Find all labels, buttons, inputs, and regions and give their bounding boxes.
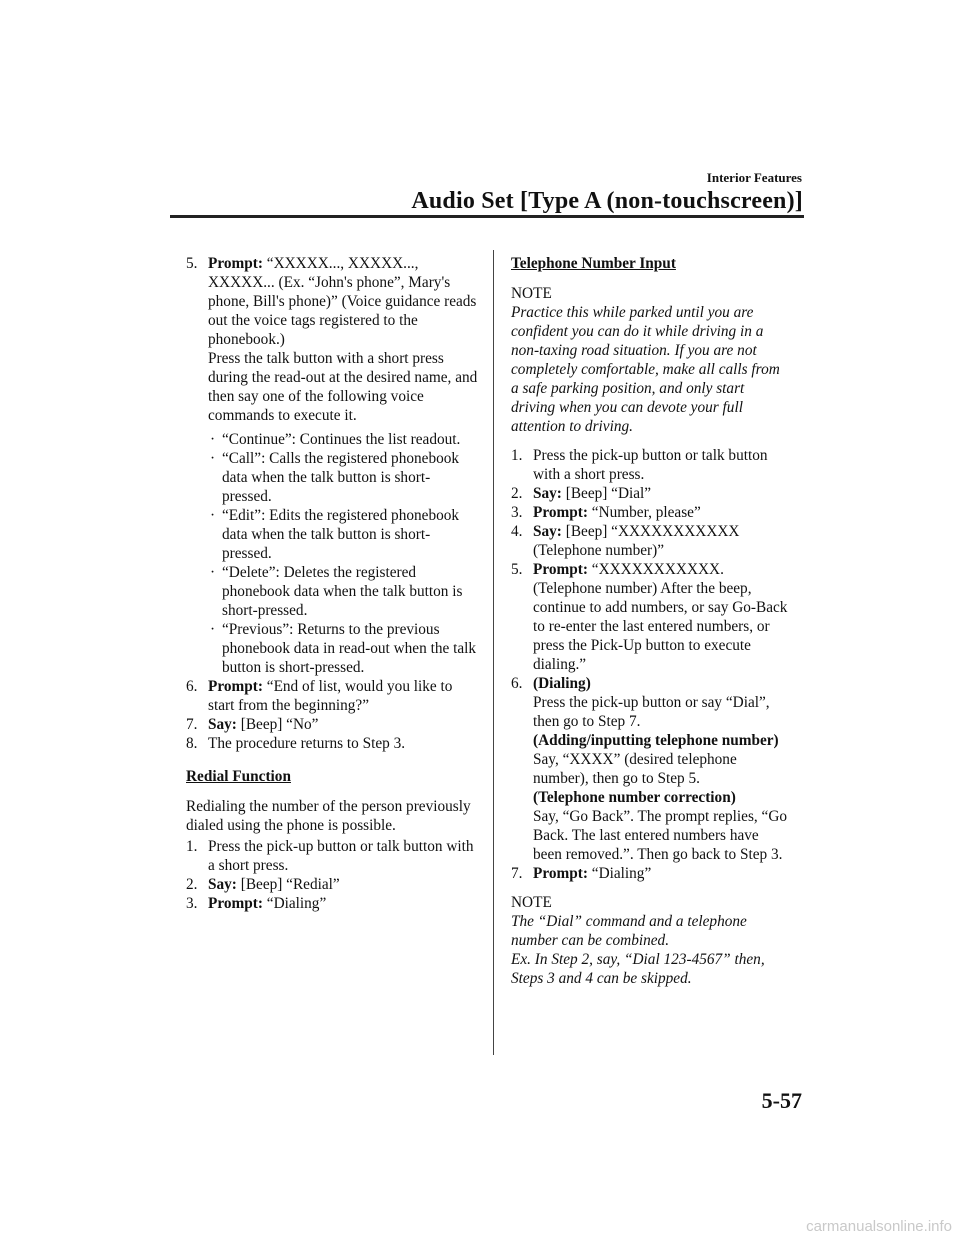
step-8 [186, 734, 478, 753]
step-number: 5. [186, 255, 198, 272]
step-label: (Adding/inputting telephone number) [533, 732, 779, 749]
note-label: NOTE [511, 285, 552, 302]
step-text: The procedure returns to Step 3. [208, 735, 406, 752]
step-7 [511, 864, 791, 883]
list-item [210, 430, 478, 449]
step-7 [186, 715, 478, 734]
step-number: 6. [511, 675, 523, 692]
step-4 [511, 522, 791, 560]
step-body [208, 254, 478, 425]
right-column [511, 254, 791, 988]
step-text: Press the pick-up button or say “Dial”, then go to Step 7. [533, 694, 770, 730]
step-label: Say: [208, 716, 237, 733]
redial-intro: Redialing the number of the person previously dialed using the phone is possible. [186, 798, 471, 834]
list-item [210, 506, 478, 563]
step-6 [511, 674, 791, 864]
list-item-text: “Call”: Calls the registered phonebook data when the talk button is short-pressed. [222, 450, 460, 505]
step-body [208, 894, 478, 913]
step-2 [511, 484, 791, 503]
step-body [208, 715, 478, 734]
step-number: 6. [186, 678, 198, 695]
step-text: Say, “XXXX” (desired telephone number), then go to Step 5. [533, 751, 737, 787]
step-label: Say: [533, 523, 562, 540]
step-number: 7. [186, 716, 198, 733]
bullet-marker: · [210, 564, 216, 581]
step-text: “XXXXX..., XXXXX..., XXXXX... (Ex. “John's phone”, Mary's phone, Bill's phone)” (Voice guidance reads out the voice tags registered to the phonebook.) [208, 255, 477, 348]
step-text: “Dialing” [262, 895, 327, 912]
step-label: (Dialing) [533, 675, 591, 692]
step-text: [Beep] “Redial” [236, 876, 340, 893]
list-item [210, 449, 478, 506]
left-column [186, 254, 478, 913]
step-number: 4. [511, 523, 523, 540]
step-body [533, 484, 791, 503]
step-number: 1. [511, 447, 523, 464]
step-label: Prompt: [208, 678, 263, 695]
redial-step-2 [186, 875, 478, 894]
step-5 [511, 560, 791, 674]
step-text: “Dialing” [587, 865, 652, 882]
step-number: 2. [186, 876, 198, 893]
step-body [533, 522, 791, 560]
step-text: Say, “Go Back”. The prompt replies, “Go Back. The last entered numbers have been removed.”. Then go back to Step 3. [533, 808, 788, 863]
step-3 [511, 503, 791, 522]
list-item-text: “Edit”: Edits the registered phonebook data when the talk button is short-pressed. [222, 507, 460, 562]
step-number: 1. [186, 838, 198, 855]
column-divider [493, 250, 494, 1055]
step-5 [186, 254, 478, 425]
redial-step-1 [186, 837, 478, 875]
list-item-text: “Continue”: Continues the list readout. [222, 431, 461, 448]
redial-step-3 [186, 894, 478, 913]
step-label: (Telephone number correction) [533, 789, 736, 806]
section-heading-redial: Redial Function [186, 768, 291, 785]
list-item [210, 563, 478, 620]
step-label: Prompt: [533, 865, 588, 882]
section-heading-telephone-number-input: Telephone Number Input [511, 255, 676, 272]
step-label: Prompt: [208, 255, 263, 272]
voice-command-list [210, 430, 478, 677]
step-label: Prompt: [533, 561, 588, 578]
step-number: 5. [511, 561, 523, 578]
page-number: 5-57 [761, 1088, 802, 1113]
step-body [533, 864, 791, 883]
step-number: 2. [511, 485, 523, 502]
step-text: “End of list, would you like to start from the beginning?” [208, 678, 453, 714]
list-item-text: “Previous”: Returns to the previous phonebook data in read-out when the talk button is short-pressed. [222, 621, 477, 676]
step-label: Prompt: [533, 504, 588, 521]
header-rule [170, 215, 804, 218]
step-number: 7. [511, 865, 523, 882]
step-body [208, 875, 478, 894]
step-text-continued: Press the talk button with a short press during the read-out at the desired name, and then say one of the following voice commands to execute it. [208, 350, 478, 424]
bullet-marker: · [210, 431, 216, 448]
step-text: “XXXXXXXXXXX. (Telephone number) After the beep, continue to add numbers, or say Go-Back to re-enter the last entered numbers, or press the Pick-Up button to execute dialing.” [533, 561, 788, 673]
step-text: [Beep] “No” [236, 716, 319, 733]
header-title: Audio Set [Type A (non-touchscreen)] [411, 188, 803, 214]
step-text: [Beep] “XXXXXXXXXXX (Telephone number)” [533, 523, 740, 559]
step-number: 3. [186, 895, 198, 912]
step-text: “Number, please” [587, 504, 701, 521]
note-label: NOTE [511, 894, 552, 911]
step-body [533, 674, 791, 864]
step-number: 3. [511, 504, 523, 521]
step-6 [186, 677, 478, 715]
step-number: 8. [186, 735, 198, 752]
note-text: Practice this while parked until you are confident you can do it while driving in a non-taxing road situation. If you are not completely comfortable, make all calls from a safe parking position, and only start driving when you can devote your full attention to driving. [511, 304, 780, 435]
note-text: The “Dial” command and a telephone number can be combined. [511, 913, 747, 949]
step-label: Say: [533, 485, 562, 502]
list-item [210, 620, 478, 677]
bullet-marker: · [210, 507, 216, 524]
bullet-marker: · [210, 621, 216, 638]
bullet-marker: · [210, 450, 216, 467]
step-body [533, 560, 791, 674]
step-label: Say: [208, 876, 237, 893]
note-text: Ex. In Step 2, say, “Dial 123-4567” then, Steps 3 and 4 can be skipped. [511, 951, 765, 987]
step-1 [511, 446, 791, 484]
step-body [208, 677, 478, 715]
step-text: Press the pick-up button or talk button with a short press. [533, 447, 768, 483]
step-label: Prompt: [208, 895, 263, 912]
watermark: carmanualsonline.info [806, 1218, 952, 1235]
step-text: Press the pick-up button or talk button with a short press. [208, 838, 474, 874]
step-text: [Beep] “Dial” [561, 485, 652, 502]
list-item-text: “Delete”: Deletes the registered phonebook data when the talk button is short-pressed. [222, 564, 463, 619]
header-section-label: Interior Features [706, 170, 802, 185]
step-body [533, 503, 791, 522]
